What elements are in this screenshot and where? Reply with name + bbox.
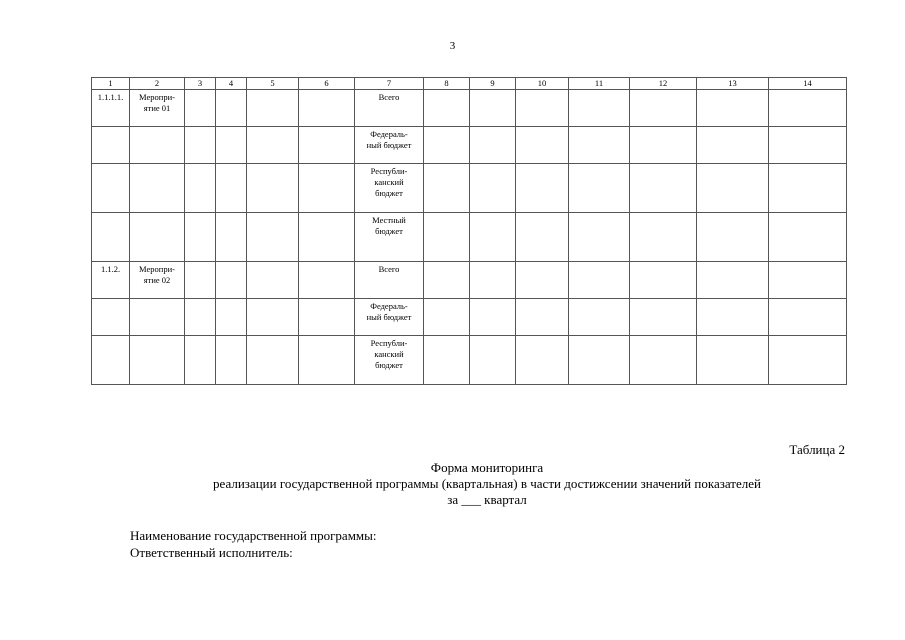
column-header: 5 (247, 78, 299, 90)
table-row (92, 262, 847, 299)
form-title-line: реализации государственной программы (квартальная) в части достижсении значений показателей (213, 476, 761, 491)
funding-source: Всего (378, 264, 400, 274)
form-title-line: за ___ квартал (447, 492, 527, 507)
funding-source: Республи- канский бюджет (370, 166, 408, 198)
item-code: 1.1.1.1. (97, 92, 124, 102)
table-row (92, 90, 847, 127)
funding-source: Федераль- ный бюджет (366, 301, 412, 322)
table-cell (697, 213, 769, 262)
table-cell (355, 299, 424, 336)
table-cell (516, 262, 569, 299)
event-name (132, 336, 182, 338)
column-header: 9 (470, 78, 516, 90)
table-cell (697, 262, 769, 299)
table-cell (569, 213, 630, 262)
table-cell (299, 336, 355, 385)
table-cell (569, 262, 630, 299)
table-cell (516, 127, 569, 164)
table-cell (697, 90, 769, 127)
table-cell (92, 299, 130, 336)
table-cell (185, 164, 216, 213)
header-row (92, 78, 847, 90)
column-header: 2 (130, 78, 185, 90)
table-cell (92, 336, 130, 385)
table-cell (355, 213, 424, 262)
table-cell (355, 90, 424, 127)
table-cell (697, 299, 769, 336)
table-cell (247, 262, 299, 299)
event-name: Меропри- ятие 02 (139, 264, 175, 285)
item-code: 1.1.2. (100, 264, 121, 274)
table-cell (424, 164, 470, 213)
program-name-field: Наименование государственной программы: (130, 528, 377, 543)
table-cell (470, 262, 516, 299)
form-title (0, 460, 905, 508)
table-row (92, 336, 847, 385)
table-cell (216, 90, 247, 127)
table-cell (355, 127, 424, 164)
table-cell (92, 213, 130, 262)
table-cell (630, 299, 697, 336)
column-header: 14 (769, 78, 847, 90)
table-cell (516, 213, 569, 262)
table-cell (569, 90, 630, 127)
column-header: 3 (185, 78, 216, 90)
funding-source: Местный бюджет (372, 215, 406, 236)
table-cell (355, 262, 424, 299)
table-cell (569, 336, 630, 385)
table-label: Таблица 2 (789, 442, 845, 457)
table-cell (769, 262, 847, 299)
table-cell (185, 336, 216, 385)
table-cell (470, 336, 516, 385)
table-cell (185, 127, 216, 164)
table-cell (470, 213, 516, 262)
table-cell (424, 299, 470, 336)
table-cell (424, 336, 470, 385)
table-cell (247, 336, 299, 385)
table-cell (424, 90, 470, 127)
table-cell (569, 299, 630, 336)
table-cell (92, 90, 130, 127)
table-cell (247, 299, 299, 336)
column-header: 10 (516, 78, 569, 90)
table-row (92, 127, 847, 164)
table-cell (299, 299, 355, 336)
table-cell (130, 90, 185, 127)
table-cell (185, 299, 216, 336)
table-cell (630, 164, 697, 213)
table-cell (769, 336, 847, 385)
table-cell (769, 90, 847, 127)
table-row (92, 164, 847, 213)
table-cell (470, 127, 516, 164)
table-cell (247, 90, 299, 127)
column-header: 8 (424, 78, 470, 90)
table-cell (630, 262, 697, 299)
table-cell (569, 164, 630, 213)
event-name (132, 213, 182, 215)
event-name: Меропри- ятие 01 (139, 92, 175, 113)
item-code (94, 164, 127, 166)
table-cell (185, 213, 216, 262)
table-cell (216, 299, 247, 336)
item-code (94, 336, 127, 338)
executor-field: Ответственный исполнитель: (130, 545, 293, 560)
item-code (94, 299, 127, 301)
table-cell (130, 127, 185, 164)
event-name (132, 299, 182, 301)
table-cell (216, 164, 247, 213)
table-cell (424, 262, 470, 299)
table-cell (299, 213, 355, 262)
table-cell (769, 299, 847, 336)
table-cell (130, 299, 185, 336)
column-header: 11 (569, 78, 630, 90)
table-cell (630, 336, 697, 385)
column-header: 13 (697, 78, 769, 90)
funding-source: Всего (378, 92, 400, 102)
event-name (132, 127, 182, 129)
table-cell (697, 336, 769, 385)
event-name (132, 164, 182, 166)
table-cell (299, 90, 355, 127)
table-cell (470, 299, 516, 336)
table-cell (355, 336, 424, 385)
table-cell (92, 262, 130, 299)
page-number: 3 (449, 40, 456, 52)
table-cell (216, 213, 247, 262)
table-cell (630, 127, 697, 164)
table-cell (216, 262, 247, 299)
table-cell (424, 127, 470, 164)
table-cell (92, 164, 130, 213)
table-cell (130, 213, 185, 262)
item-code (94, 127, 127, 129)
funding-source: Федераль- ный бюджет (366, 129, 412, 150)
table-cell (697, 164, 769, 213)
table-cell (216, 127, 247, 164)
funding-source: Республи- канский бюджет (370, 338, 408, 370)
table-cell (516, 90, 569, 127)
monitoring-table (91, 77, 847, 385)
table-cell (130, 164, 185, 213)
table-cell (516, 336, 569, 385)
table-cell (92, 127, 130, 164)
table-cell (630, 213, 697, 262)
table-row (92, 213, 847, 262)
table-cell (216, 336, 247, 385)
table-row (92, 299, 847, 336)
table-cell (247, 164, 299, 213)
column-header: 4 (216, 78, 247, 90)
table-cell (470, 164, 516, 213)
table-cell (470, 90, 516, 127)
table-cell (299, 164, 355, 213)
table-cell (516, 164, 569, 213)
table-cell (185, 262, 216, 299)
table-cell (247, 213, 299, 262)
column-header: 1 (92, 78, 130, 90)
table-cell (299, 127, 355, 164)
table-cell (769, 213, 847, 262)
table-cell (516, 299, 569, 336)
table-cell (769, 164, 847, 213)
table-cell (697, 127, 769, 164)
table-cell (185, 90, 216, 127)
table-cell (424, 213, 470, 262)
table-cell (299, 262, 355, 299)
form-title-line: Форма мониторинга (430, 460, 544, 475)
table-cell (247, 127, 299, 164)
table-cell (769, 127, 847, 164)
table-cell (569, 127, 630, 164)
item-code (94, 213, 127, 215)
column-header: 6 (299, 78, 355, 90)
table-cell (130, 262, 185, 299)
column-header: 7 (355, 78, 424, 90)
column-header: 12 (630, 78, 697, 90)
table-cell (355, 164, 424, 213)
table-cell (630, 90, 697, 127)
table-cell (130, 336, 185, 385)
